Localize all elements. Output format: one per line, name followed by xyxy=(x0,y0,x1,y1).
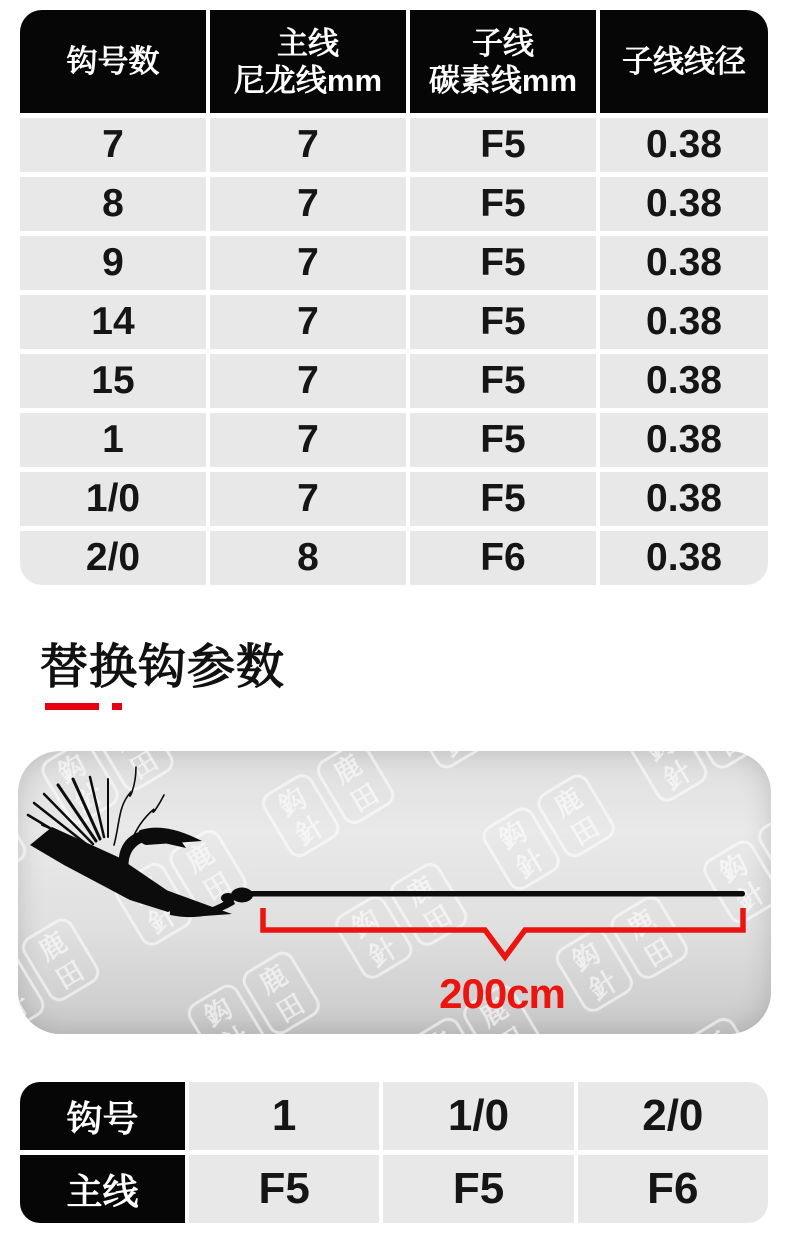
header-line: 尼龙线mm xyxy=(233,62,383,98)
table-cell: 8 xyxy=(20,177,206,231)
column-header-sub-line-diameter xyxy=(600,10,768,113)
table-cell: 14 xyxy=(20,295,206,349)
table-cell: F5 xyxy=(410,177,596,231)
column-header-main-line xyxy=(210,10,406,113)
table-cell: 7 xyxy=(210,118,406,172)
table-cell: 7 xyxy=(210,354,406,408)
hook-diagram-panel xyxy=(18,751,771,1034)
table-cell: 0.38 xyxy=(600,295,768,349)
table-cell: 15 xyxy=(20,354,206,408)
table-cell: 7 xyxy=(210,413,406,467)
header-line: 钩号数 xyxy=(66,44,160,79)
table-cell: 0.38 xyxy=(600,413,768,467)
replacement-hook-table xyxy=(20,1082,768,1223)
table-cell: 7 xyxy=(210,177,406,231)
table-cell: 8 xyxy=(210,531,406,585)
underline-dot xyxy=(112,703,122,710)
table-cell: 0.38 xyxy=(600,236,768,290)
spec-table xyxy=(20,10,768,585)
table-cell: 1/0 xyxy=(383,1082,573,1150)
table-cell: F5 xyxy=(410,295,596,349)
table-cell: F6 xyxy=(578,1155,768,1223)
hook-diagram xyxy=(18,751,771,1034)
header-line: 子线 xyxy=(472,25,534,61)
column-header-sub-line xyxy=(410,10,596,113)
table-cell: 9 xyxy=(20,236,206,290)
table-cell: 7 xyxy=(20,118,206,172)
table-cell: F5 xyxy=(410,236,596,290)
table-cell: 7 xyxy=(210,295,406,349)
table-cell: 1/0 xyxy=(20,472,206,526)
table-cell: F5 xyxy=(410,472,596,526)
table-cell: F5 xyxy=(410,354,596,408)
underline-bar xyxy=(45,703,99,710)
table-cell: 1 xyxy=(189,1082,379,1150)
table-cell: 7 xyxy=(210,236,406,290)
table-cell: F5 xyxy=(383,1155,573,1223)
table-cell: 0.38 xyxy=(600,531,768,585)
table-cell: F5 xyxy=(410,413,596,467)
header-line: 子线线径 xyxy=(622,44,746,79)
table-cell: F6 xyxy=(410,531,596,585)
length-label: 200cm xyxy=(439,970,565,1017)
row-header-hook-size: 钩号 xyxy=(20,1082,185,1150)
table-cell: 2/0 xyxy=(20,531,206,585)
table-cell: 0.38 xyxy=(600,472,768,526)
row-header-main-line: 主线 xyxy=(20,1155,185,1223)
table-cell: 0.38 xyxy=(600,354,768,408)
section-title: 替换钩参数 xyxy=(40,641,286,694)
header-line: 主线 xyxy=(277,25,339,61)
table-cell: 2/0 xyxy=(578,1082,768,1150)
main-line xyxy=(248,891,745,897)
table-cell: 7 xyxy=(210,472,406,526)
column-header-hook-size xyxy=(20,10,206,113)
table-cell: 0.38 xyxy=(600,177,768,231)
table-cell: 1 xyxy=(20,413,206,467)
header-line: 碳素线mm xyxy=(428,62,578,98)
table-cell: F5 xyxy=(410,118,596,172)
table-cell: F5 xyxy=(189,1155,379,1223)
table-cell: 0.38 xyxy=(600,118,768,172)
section-title-underline xyxy=(45,703,122,710)
